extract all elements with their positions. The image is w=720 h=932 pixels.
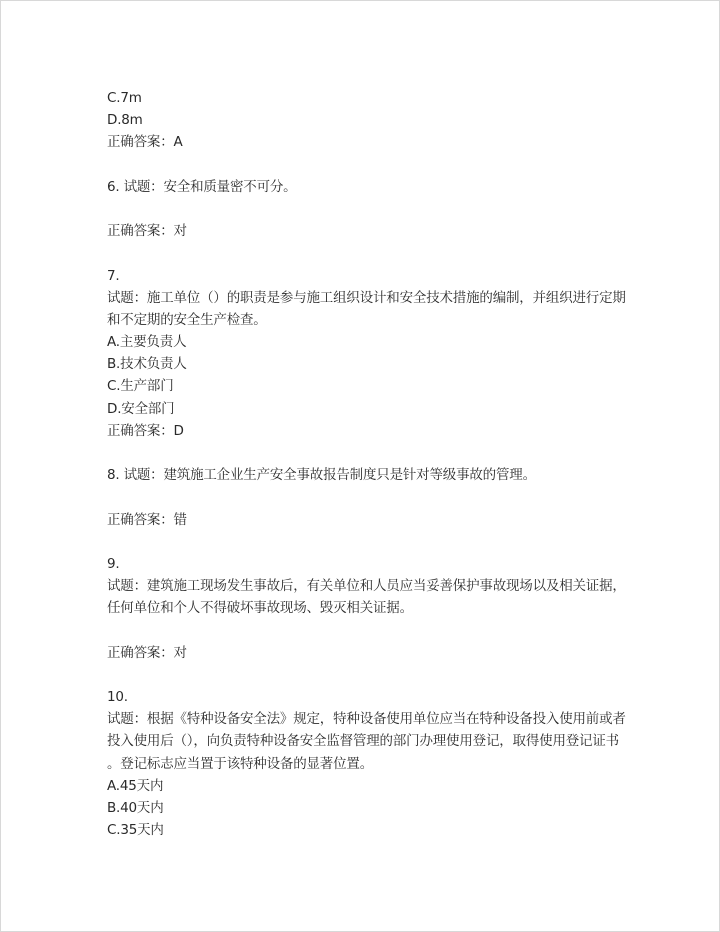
answer-option: C.35天内	[107, 822, 164, 839]
answer-option: D.安全部门	[107, 400, 175, 417]
blank-line	[107, 242, 627, 264]
answer-option: D.8m	[107, 112, 143, 129]
question-number: 7.	[107, 267, 120, 284]
question-text: 试题：建筑施工现场发生事故后，有关单位和人员应当妥善保护事故现场以及相关证据，	[107, 578, 626, 595]
answer-option: B.技术负责人	[107, 356, 187, 373]
correct-answer: 正确答案：对	[107, 223, 187, 240]
question-number: 9.	[107, 555, 120, 572]
blank-line	[107, 620, 627, 642]
blank-line	[107, 486, 627, 508]
question-text: 试题：根据《特种设备安全法》规定，特种设备使用单位应当在特种设备投入使用前或者	[107, 711, 626, 728]
correct-answer: 正确答案：A	[107, 134, 183, 151]
correct-answer: 正确答案：错	[107, 511, 187, 528]
answer-option: A.45天内	[107, 777, 164, 794]
blank-line	[107, 531, 627, 553]
question-text: 试题：施工单位（）的职责是参与施工组织设计和安全技术措施的编制，并组织进行定期	[107, 289, 626, 306]
question-text: 6. 试题：安全和质量密不可分。	[107, 178, 297, 195]
correct-answer: 正确答案：对	[107, 644, 187, 661]
answer-option: C.生产部门	[107, 378, 174, 395]
blank-line	[107, 198, 627, 220]
text-line: 和不定期的安全生产检查。	[107, 311, 267, 328]
correct-answer: 正确答案：D	[107, 422, 184, 439]
question-text: 8. 试题：建筑施工企业生产安全事故报告制度只是针对等级事故的管理。	[107, 467, 536, 484]
document-content	[107, 87, 627, 841]
blank-line	[107, 442, 627, 464]
blank-line	[107, 664, 627, 686]
text-line: 。登记标志应当置于该特种设备的显著位置。	[107, 755, 373, 772]
text-line: 任何单位和个人不得破坏事故现场、毁灭相关证据。	[107, 600, 413, 617]
answer-option: C.7m	[107, 90, 142, 106]
text-line: 投入使用后（），向负责特种设备安全监督管理的部门办理使用登记，取得使用登记证书	[107, 733, 619, 750]
blank-line	[107, 154, 627, 176]
answer-option: B.40天内	[107, 800, 164, 816]
answer-option: A.主要负责人	[107, 334, 187, 351]
question-number: 10.	[107, 689, 128, 706]
